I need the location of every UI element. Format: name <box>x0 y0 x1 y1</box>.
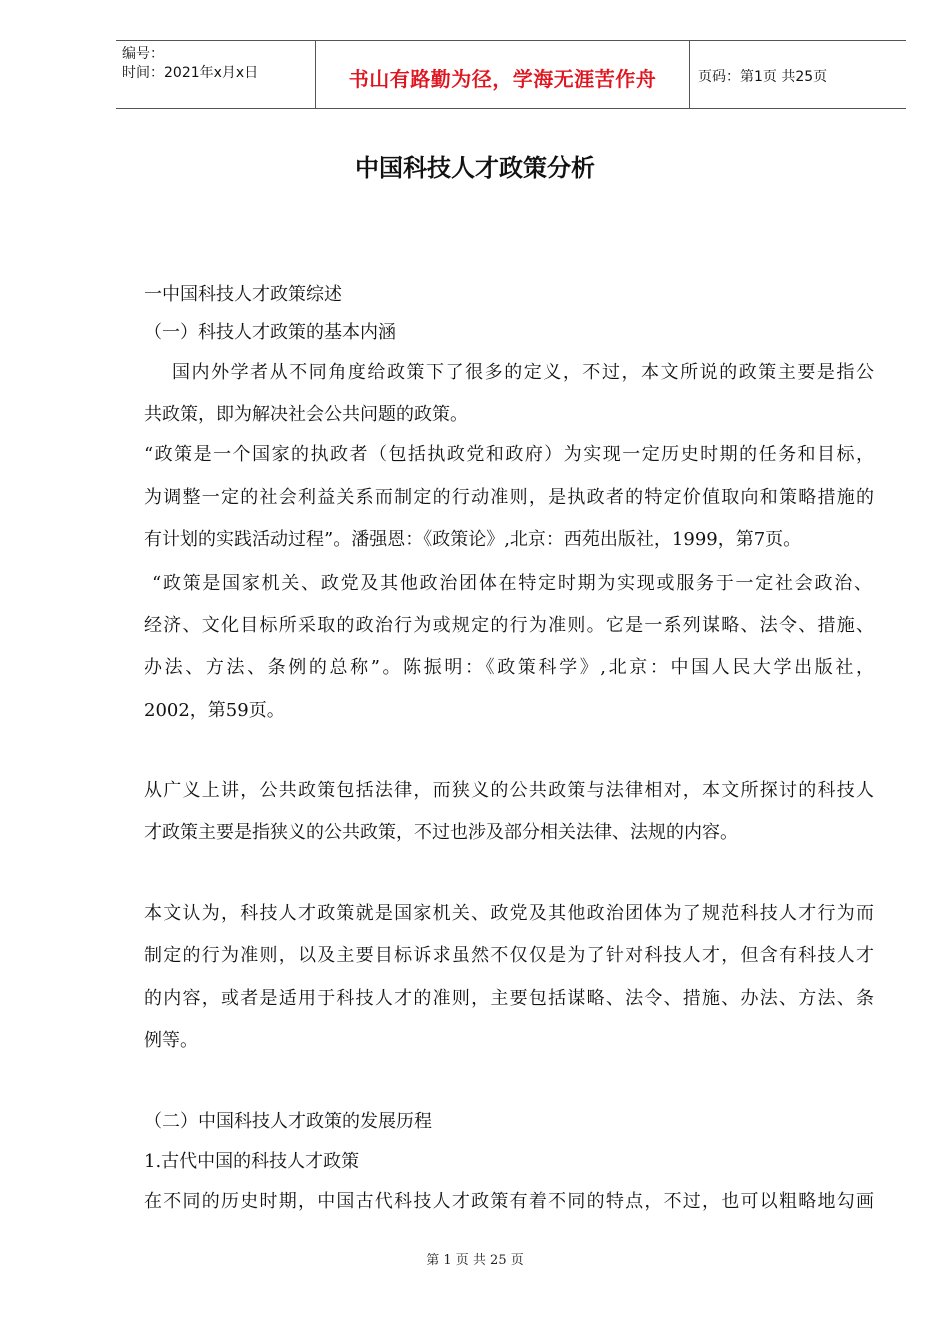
header-page-cell <box>690 41 906 108</box>
paragraph-line: 本文认为，科技人才政策就是国家机关、政党及其他政治团体为了规范科技人才行为而 <box>144 903 874 924</box>
paragraph-line: 例等。 <box>144 1030 198 1051</box>
quote-line: 经济、文化目标所采取的政治行为或规定的行为准则。它是一系列谋略、法令、措施、 <box>144 615 874 636</box>
header-page-info: 页码：第1页 共25页 <box>698 69 828 85</box>
paragraph-line: 制定的行为准则，以及主要目标诉求虽然不仅仅是为了针对科技人才，但含有科技人才 <box>144 945 874 966</box>
quote-line: “政策是国家机关、政党及其他政治团体在特定时期为实现或服务于一定社会政治、 <box>152 573 872 594</box>
header-motto: 书山有路勤为径，学海无涯苦作舟 <box>348 67 657 91</box>
subsection-heading: 1.古代中国的科技人才政策 <box>144 1151 360 1172</box>
quote-line: 为调整一定的社会利益关系而制定的行动准则，是执政者的特定价值取向和策略措施的 <box>144 487 874 508</box>
document-number-label: 编号： <box>122 46 164 62</box>
paragraph-line: 才政策主要是指狭义的公共政策，不过也涉及部分相关法律、法规的内容。 <box>144 822 738 843</box>
paragraph-line: 共政策，即为解决社会公共问题的政策。 <box>144 404 468 425</box>
quote-line: 有计划的实践活动过程”。潘强恩：《政策论》,北京：西苑出版社，1999，第7页。 <box>144 529 802 550</box>
section-heading: 一中国科技人才政策综述 <box>144 284 342 305</box>
paragraph-line: 从广义上讲，公共政策包括法律，而狭义的公共政策与法律相对，本文所探讨的科技人 <box>144 780 874 801</box>
paragraph-line: 国内外学者从不同角度给政策下了很多的定义，不过，本文所说的政策主要是指公 <box>172 362 874 383</box>
header-motto-cell <box>316 41 690 108</box>
subsection-heading: （一）科技人才政策的基本内涵 <box>144 322 396 343</box>
page-footer: 第 1 页 共 25 页 <box>426 1253 524 1268</box>
subsection-heading: （二）中国科技人才政策的发展历程 <box>144 1111 432 1132</box>
paragraph-line: 在不同的历史时期，中国古代科技人才政策有着不同的特点，不过，也可以粗略地勾画 <box>144 1191 874 1212</box>
quote-line: 办法、方法、条例的总称”。陈振明：《政策科学》,北京：中国人民大学出版社， <box>144 657 874 678</box>
document-time-label: 时间：2021年x月x日 <box>122 65 259 81</box>
quote-line: 2002，第59页。 <box>144 700 285 721</box>
page-header <box>116 40 906 109</box>
document-title: 中国科技人才政策分析 <box>355 154 595 182</box>
paragraph-line: 的内容，或者是适用于科技人才的准则，主要包括谋略、法令、措施、办法、方法、条 <box>144 988 874 1009</box>
header-info-cell <box>116 41 316 108</box>
quote-line: “政策是一个国家的执政者（包括执政党和政府）为实现一定历史时期的任务和目标， <box>144 444 874 465</box>
